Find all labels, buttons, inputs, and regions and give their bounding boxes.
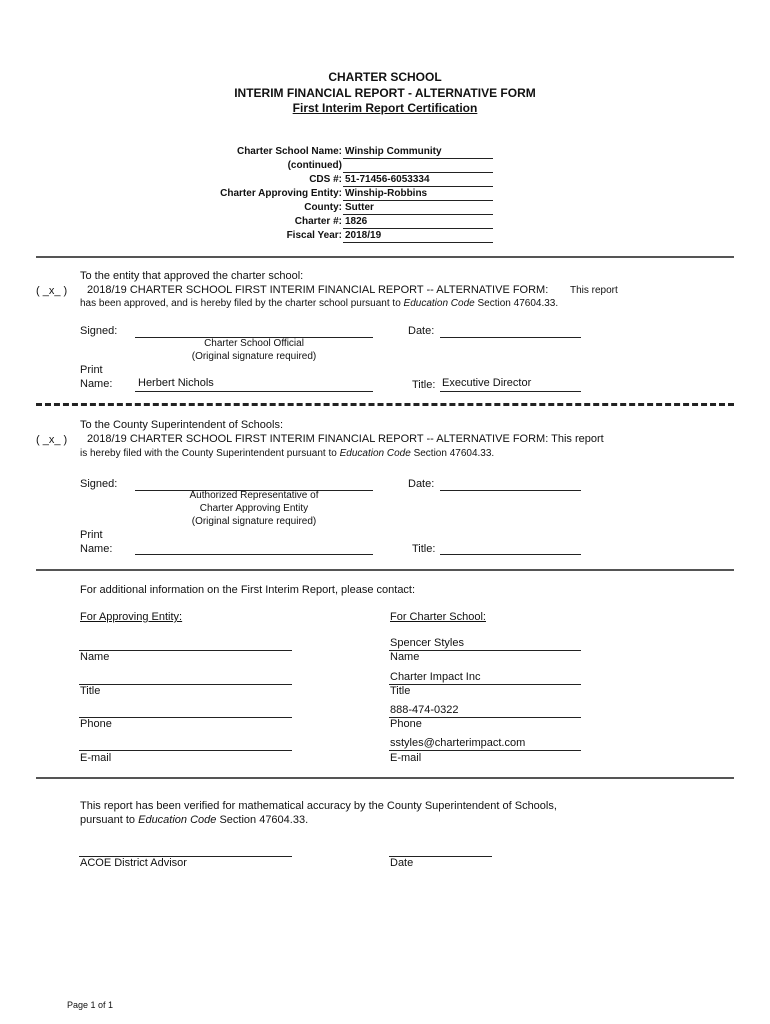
verification-line1: This report has been verified for mathematical accuracy by the County Superintendent of Schools,: [80, 800, 557, 812]
school-name-label: Name: [390, 651, 420, 663]
section-divider-2: [36, 569, 734, 571]
school-email-label: E-mail: [390, 752, 422, 764]
section1-intro: To the entity that approved the charter school:: [80, 270, 304, 282]
date-label-2: Date:: [408, 478, 435, 490]
advisor-label: ACOE District Advisor: [80, 857, 187, 869]
approving-entity-heading: For Approving Entity:: [80, 611, 183, 623]
title-line-2[interactable]: [440, 554, 581, 555]
section2-intro: To the County Superintendent of Schools:: [80, 419, 284, 431]
continued-value: [343, 160, 493, 173]
print-label: Print: [80, 364, 103, 376]
county-value: Sutter: [343, 202, 493, 215]
section1-statement-tail: This report: [570, 285, 618, 296]
verification-line2: pursuant to Education Code Section 47604.33.: [80, 814, 309, 826]
title-value: Executive Director: [442, 377, 532, 389]
form-subtitle: First Interim Report Certification: [292, 101, 478, 115]
advisor-date-label: Date: [390, 857, 414, 869]
entity-name-line[interactable]: [79, 650, 292, 651]
print-name-value: Herbert Nichols: [138, 377, 214, 389]
cut-line: [36, 403, 734, 406]
county-label: County:: [304, 202, 342, 213]
authorized-caption-required: (Original signature required): [191, 516, 317, 527]
section2-statement-line2: is hereby filed with the County Superintendent pursuant to Education Code Section 47604.33.: [80, 448, 495, 459]
date-label: Date:: [408, 325, 435, 337]
signed-label-2: Signed:: [80, 478, 118, 490]
section-divider: [36, 256, 734, 258]
section1-statement-line2: has been approved, and is hereby filed by the charter school pursuant to Education Code Section 47604.33.: [80, 298, 559, 309]
form-title-line2: INTERIM FINANCIAL REPORT - ALTERNATIVE FORM: [234, 86, 536, 100]
signed-label: Signed:: [80, 325, 118, 337]
continued-label: (continued): [287, 160, 342, 171]
section2-checkbox[interactable]: ( _x_ ): [36, 434, 68, 446]
authorized-caption-entity: Charter Approving Entity: [199, 503, 309, 514]
approving-entity-value: Winship-Robbins: [343, 188, 493, 201]
title-line[interactable]: [440, 391, 581, 392]
section2-statement-line1: 2018/19 CHARTER SCHOOL FIRST INTERIM FINANCIAL REPORT -- ALTERNATIVE FORM: This report: [87, 433, 604, 445]
entity-title-line[interactable]: [79, 684, 292, 685]
authorized-caption: Authorized Representative of: [189, 490, 319, 501]
name-label-2: Name:: [80, 543, 113, 555]
school-name-label: Charter School Name:: [236, 146, 342, 157]
school-contact-email[interactable]: sstyles@charterimpact.com: [390, 737, 526, 749]
cds-label: CDS #:: [309, 174, 342, 185]
school-contact-name: Spencer Styles: [390, 637, 464, 649]
school-contact-title: Charter Impact Inc: [390, 671, 481, 683]
fiscal-year-value: 2018/19: [343, 230, 493, 243]
fiscal-year-label: Fiscal Year:: [286, 230, 342, 241]
entity-email-line[interactable]: [79, 750, 292, 751]
title-label: Title:: [412, 379, 436, 391]
print-name-line[interactable]: [135, 391, 373, 392]
school-title-line: [389, 684, 581, 685]
name-label: Name:: [80, 378, 113, 390]
school-title-label: Title: [390, 685, 411, 697]
entity-title-label: Title: [80, 685, 101, 697]
charter-school-heading: For Charter School:: [390, 611, 486, 623]
entity-email-label: E-mail: [80, 752, 112, 764]
entity-phone-label: Phone: [80, 718, 112, 730]
date-line[interactable]: [440, 337, 581, 338]
school-email-line: [389, 750, 581, 751]
page-number: Page 1 of 1: [67, 1000, 114, 1010]
charter-number-label: Charter #:: [294, 216, 342, 227]
section-divider-3: [36, 777, 734, 779]
school-contact-phone: 888-474-0322: [390, 704, 459, 716]
contact-intro: For additional information on the First Interim Report, please contact:: [80, 584, 416, 596]
official-caption-required: (Original signature required): [191, 351, 317, 362]
charter-number-value: 1826: [343, 216, 493, 229]
section1-statement-line1: 2018/19 CHARTER SCHOOL FIRST INTERIM FINANCIAL REPORT -- ALTERNATIVE FORM:: [87, 284, 549, 296]
print-name-line-2[interactable]: [135, 554, 373, 555]
print-label-2: Print: [80, 529, 103, 541]
official-caption: Charter School Official: [204, 338, 304, 349]
school-name-value: Winship Community: [343, 146, 493, 159]
form-title-line1: CHARTER SCHOOL: [328, 70, 442, 84]
school-phone-label: Phone: [390, 718, 422, 730]
approving-entity-label: Charter Approving Entity:: [220, 188, 342, 199]
title-label-2: Title:: [412, 543, 436, 555]
cds-value: 51-71456-6053334: [343, 174, 493, 187]
date-line-2[interactable]: [440, 490, 581, 491]
section1-checkbox[interactable]: ( _x_ ): [36, 285, 68, 297]
entity-name-label: Name: [80, 651, 110, 663]
